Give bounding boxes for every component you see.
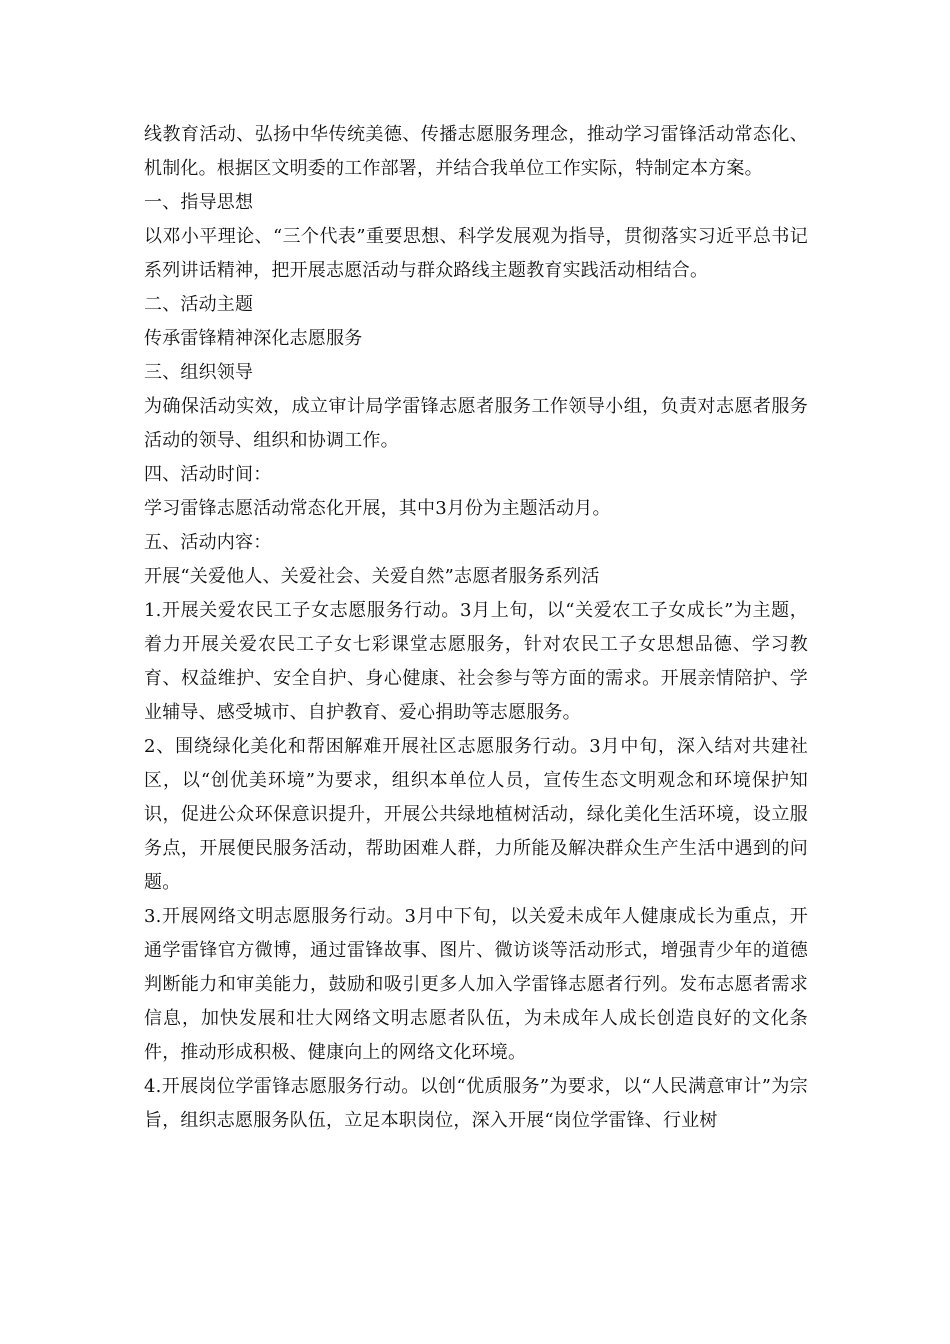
paragraph-intro: 线教育活动、弘扬中华传统美德、传播志愿服务理念，推动学习雷锋活动常态化、机制化。根据区文明委的工作部署，并结合我单位工作实际，特制定本方案。 [144, 124, 808, 179]
paragraph-item-2: 2、围绕绿化美化和帮困解难开展社区志愿服务行动。3月中旬，深入结对共建社区，以“创优美环境”为要求，组织本单位人员，宣传生态文明观念和环境保护知识，促进公众环保意识提升，开展公共绿地植树活动，绿化美化生活环境，设立服务点，开展便民服务活动，帮助困难人群，力所能及解决群众生产生活中遇到的问题。 [144, 736, 808, 893]
paragraph-item-1: 1.开展关爱农民工子女志愿服务行动。3月上旬，以“关爱农工子女成长”为主题，着力开展关爱农民工子女七彩课堂志愿服务，针对农民工子女思想品德、学习教育、权益维护、安全自护、身心健康、社会参与等方面的需求。开展亲情陪护、学业辅导、感受城市、自护教育、爱心捐助等志愿服务。 [144, 600, 808, 723]
document-body [144, 118, 808, 1138]
heading-guiding-ideology: 一、指导思想 [144, 192, 254, 213]
paragraph-organization: 为确保活动实效，成立审计局学雷锋志愿者服务工作领导小组，负责对志愿者服务活动的领导、组织和协调工作。 [144, 396, 808, 451]
paragraph-activity-theme: 传承雷锋精神深化志愿服务 [144, 328, 363, 349]
heading-activity-content: 五、活动内容： [144, 532, 272, 553]
heading-activity-time: 四、活动时间： [144, 464, 272, 485]
heading-activity-theme: 二、活动主题 [144, 294, 254, 315]
paragraph-activity-series: 开展“关爱他人、关爱社会、关爱自然”志愿者服务系列活 [144, 566, 600, 587]
paragraph-activity-time: 学习雷锋志愿活动常态化开展，其中3月份为主题活动月。 [144, 498, 611, 519]
heading-organization: 三、组织领导 [144, 362, 254, 383]
paragraph-item-4: 4.开展岗位学雷锋志愿服务行动。以创“优质服务”为要求，以“人民满意审计”为宗旨，组织志愿服务队伍，立足本职岗位，深入开展“岗位学雷锋、行业树 [144, 1076, 808, 1131]
paragraph-guiding-ideology: 以邓小平理论、“三个代表”重要思想、科学发展观为指导，贯彻落实习近平总书记系列讲话精神，把开展志愿活动与群众路线主题教育实践活动相结合。 [144, 226, 808, 281]
paragraph-item-3: 3.开展网络文明志愿服务行动。3月中下旬，以关爱未成年人健康成长为重点，开通学雷锋官方微博，通过雷锋故事、图片、微访谈等活动形式，增强青少年的道德判断能力和审美能力，鼓励和吸引更多人加入学雷锋志愿者行列。发布志愿者需求信息，加快发展和壮大网络文明志愿者队伍，为未成年人成长创造良好的文化条件，推动形成积极、健康向上的网络文化环境。 [144, 906, 808, 1063]
